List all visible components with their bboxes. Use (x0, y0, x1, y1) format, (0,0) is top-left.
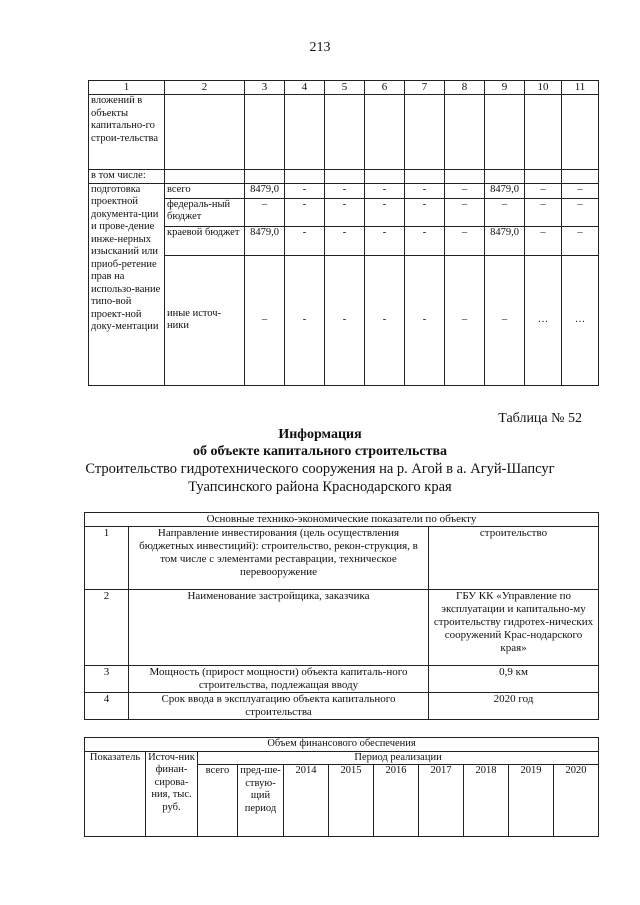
value-cell: – (445, 198, 485, 226)
indicator-label: Мощность (прирост мощности) объекта капиталь-ного строительства, подлежащая вводу (129, 666, 429, 693)
value-cell: – (245, 198, 285, 226)
heading-object: об объекте капитального строительства (192, 444, 448, 459)
value-cell: - (285, 183, 325, 198)
prev-period-header: пред-ше-ствую-щий период (238, 765, 284, 837)
value-cell: 8479,0 (485, 183, 525, 198)
financing-table (84, 737, 599, 837)
source-cell: иные источ-ники (165, 255, 245, 385)
year-header: 2018 (464, 765, 509, 837)
source-cell: краевой бюджет (165, 226, 245, 255)
indicators-table (84, 512, 599, 720)
table-header-row (85, 751, 599, 765)
value-cell: - (365, 183, 405, 198)
indicator-label: Наименование застройщика, заказчика (129, 590, 429, 666)
col-number: 9 (485, 81, 525, 95)
col-number: 11 (562, 81, 599, 95)
year-header: 2015 (329, 765, 374, 837)
table-row (85, 590, 599, 666)
value-cell: – (445, 183, 485, 198)
value-cell: - (325, 255, 365, 385)
indicators-caption: Основные технико-экономические показатели по объекту (85, 513, 599, 527)
value-cell: 8479,0 (245, 226, 285, 255)
column-number-row (89, 81, 599, 95)
table-row (85, 666, 599, 693)
col-number: 1 (89, 81, 165, 95)
value-cell: - (285, 198, 325, 226)
year-header: 2020 (554, 765, 599, 837)
value-cell: – (562, 226, 599, 255)
source-cell: федераль-ный бюджет (165, 198, 245, 226)
table-row (89, 226, 599, 255)
row-number: 2 (85, 590, 129, 666)
heading-information: Информация (278, 427, 362, 442)
value-cell: 8479,0 (245, 183, 285, 198)
value-cell: … (562, 255, 599, 385)
row-number: 4 (85, 693, 129, 720)
value-cell: – (445, 226, 485, 255)
period-header: Период реализации (198, 751, 599, 765)
col-number: 2 (165, 81, 245, 95)
year-header: 2014 (284, 765, 329, 837)
value-cell: - (405, 198, 445, 226)
value-cell: – (485, 198, 525, 226)
table-row (85, 527, 599, 590)
col-number: 4 (285, 81, 325, 95)
col-number: 8 (445, 81, 485, 95)
table-row (89, 198, 599, 226)
row-label: в том числе: (89, 170, 165, 184)
continuation-row (89, 95, 599, 170)
source-cell: всего (165, 183, 245, 198)
indicator-header: Показатель (85, 751, 146, 837)
value-cell: - (285, 255, 325, 385)
value-cell: – (445, 255, 485, 385)
value-cell: - (365, 198, 405, 226)
table-number: Таблица № 52 (498, 411, 582, 426)
col-number: 10 (525, 81, 562, 95)
value-cell: - (365, 255, 405, 385)
value-cell: – (562, 198, 599, 226)
indicator-label: Срок ввода в эксплуатацию объекта капитального строительства (129, 693, 429, 720)
value-cell: – (525, 226, 562, 255)
value-cell: … (525, 255, 562, 385)
year-header: 2017 (419, 765, 464, 837)
value-cell: – (525, 183, 562, 198)
value-cell: - (405, 183, 445, 198)
value-cell: – (525, 198, 562, 226)
indicator-value: 0,9 км (429, 666, 599, 693)
indicator-value: строительство (429, 527, 599, 590)
table-row (85, 693, 599, 720)
value-cell: - (405, 226, 445, 255)
row-number: 3 (85, 666, 129, 693)
value-cell: 8479,0 (485, 226, 525, 255)
group-label: подготовка проектной документа-ции и прове-дение инже-нерных изысканий или приоб-ретение прав на использо-вание типо-вой проект-ной доку-ментации (89, 183, 165, 385)
table-caption-row (85, 738, 599, 752)
year-header: 2016 (374, 765, 419, 837)
table-row (89, 255, 599, 385)
value-cell: - (365, 226, 405, 255)
page-number: 213 (309, 40, 331, 55)
table-row (89, 183, 599, 198)
row-number: 1 (85, 527, 129, 590)
row-label: вложений в объекты капитально-го строи-тельства (89, 95, 165, 170)
value-cell: - (325, 198, 365, 226)
indicator-value: 2020 год (429, 693, 599, 720)
financing-caption: Объем финансового обеспечения (85, 738, 599, 752)
indicator-value: ГБУ КК «Управление по эксплуатации и капитально-му строительству гидротех-нических сооружений Крас-нодарского края» (429, 590, 599, 666)
object-title-line1: Строительство гидротехнического сооружения на р. Агой в а. Агуй-Шапсуг (85, 461, 555, 477)
continuation-table (88, 80, 599, 386)
value-cell: - (285, 226, 325, 255)
value-cell: - (325, 226, 365, 255)
col-number: 3 (245, 81, 285, 95)
object-title-line2: Туапсинского района Краснодарского края (188, 479, 452, 495)
total-header: всего (198, 765, 238, 837)
col-number: 7 (405, 81, 445, 95)
table-caption-row (85, 513, 599, 527)
value-cell: – (562, 183, 599, 198)
value-cell: - (325, 183, 365, 198)
year-header: 2019 (509, 765, 554, 837)
source-header: Источ-ник финан-сирова-ния, тыс. руб. (146, 751, 198, 837)
value-cell: – (485, 255, 525, 385)
col-number: 5 (325, 81, 365, 95)
in-that-row (89, 170, 599, 184)
value-cell: – (245, 255, 285, 385)
indicator-label: Направление инвестирования (цель осуществления бюджетных инвестиций): строительство, рекон-струкция, в том числе с элементами реставрации, техническое перевооружение (129, 527, 429, 590)
value-cell: - (405, 255, 445, 385)
col-number: 6 (365, 81, 405, 95)
